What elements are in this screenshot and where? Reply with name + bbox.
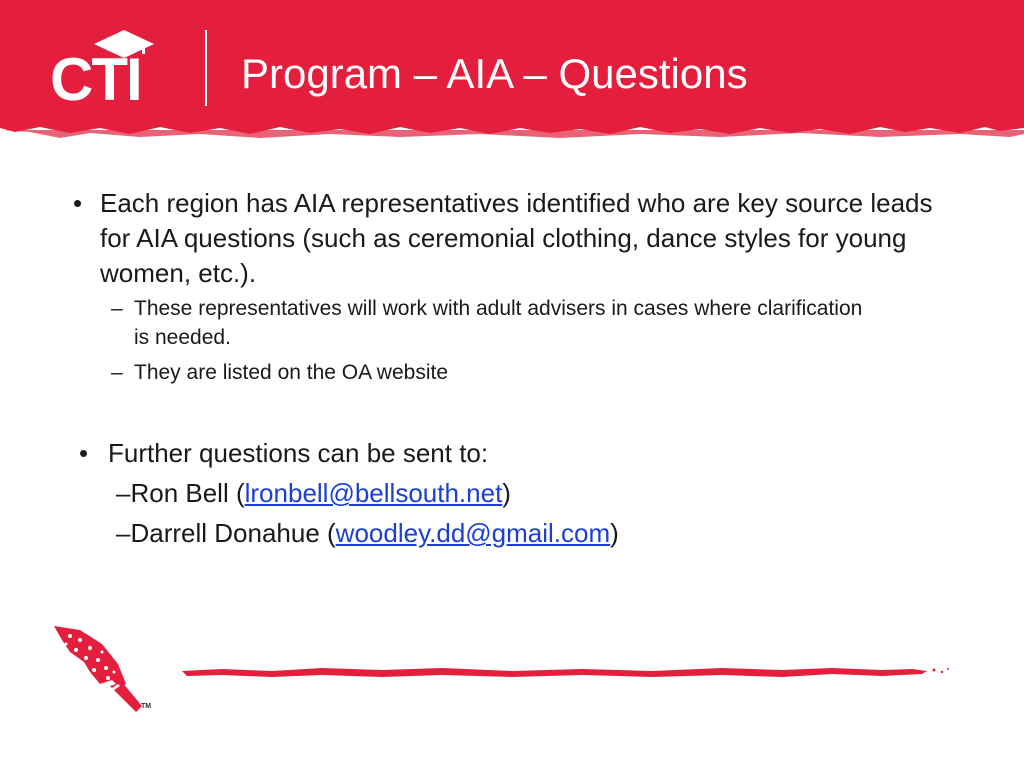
footer-brush-stroke xyxy=(182,663,952,683)
sub-bullet-advisers xyxy=(111,294,871,352)
sub-bullet-website xyxy=(111,358,871,387)
sub-bullet-marker: – xyxy=(111,297,123,320)
contact-close-paren: ) xyxy=(502,478,511,508)
bullet-item-further-questions xyxy=(79,436,959,471)
header-banner xyxy=(0,0,1024,140)
sub-bullet-text: These representatives will work with adult advisers in cases where clarification is needed. xyxy=(134,297,863,349)
sub-bullet-marker: – xyxy=(111,361,123,384)
bullet-text: Each region has AIA representatives identified who are key source leads for AIA questions (such as ceremonial clothing, dance styles for young women, etc.). xyxy=(100,188,933,288)
contact-name: –Ron Bell ( xyxy=(116,478,245,508)
logo-text: CTI xyxy=(50,46,141,113)
sub-bullet-text: They are listed on the OA website xyxy=(134,361,449,384)
bullet-text: Further questions can be sent to: xyxy=(108,438,489,468)
contact-darrell-donahue xyxy=(116,516,619,551)
contact-name: –Darrell Donahue ( xyxy=(116,518,336,548)
header-divider xyxy=(205,30,207,106)
email-link-darrell-donahue[interactable]: woodley.dd@gmail.com xyxy=(335,518,611,548)
cti-logo xyxy=(50,24,172,113)
contact-ron-bell xyxy=(116,476,511,511)
page-title: Program – AIA – Questions xyxy=(241,50,748,97)
oa-arrowhead-icon xyxy=(50,622,146,718)
email-link-ron-bell[interactable]: lronbell@bellsouth.net xyxy=(244,478,503,508)
bullet-marker: • xyxy=(73,188,83,218)
bullet-item-regions xyxy=(73,186,953,291)
contact-close-paren: ) xyxy=(610,518,619,548)
bullet-marker: • xyxy=(79,438,89,468)
trademark-label: TM xyxy=(141,703,152,710)
